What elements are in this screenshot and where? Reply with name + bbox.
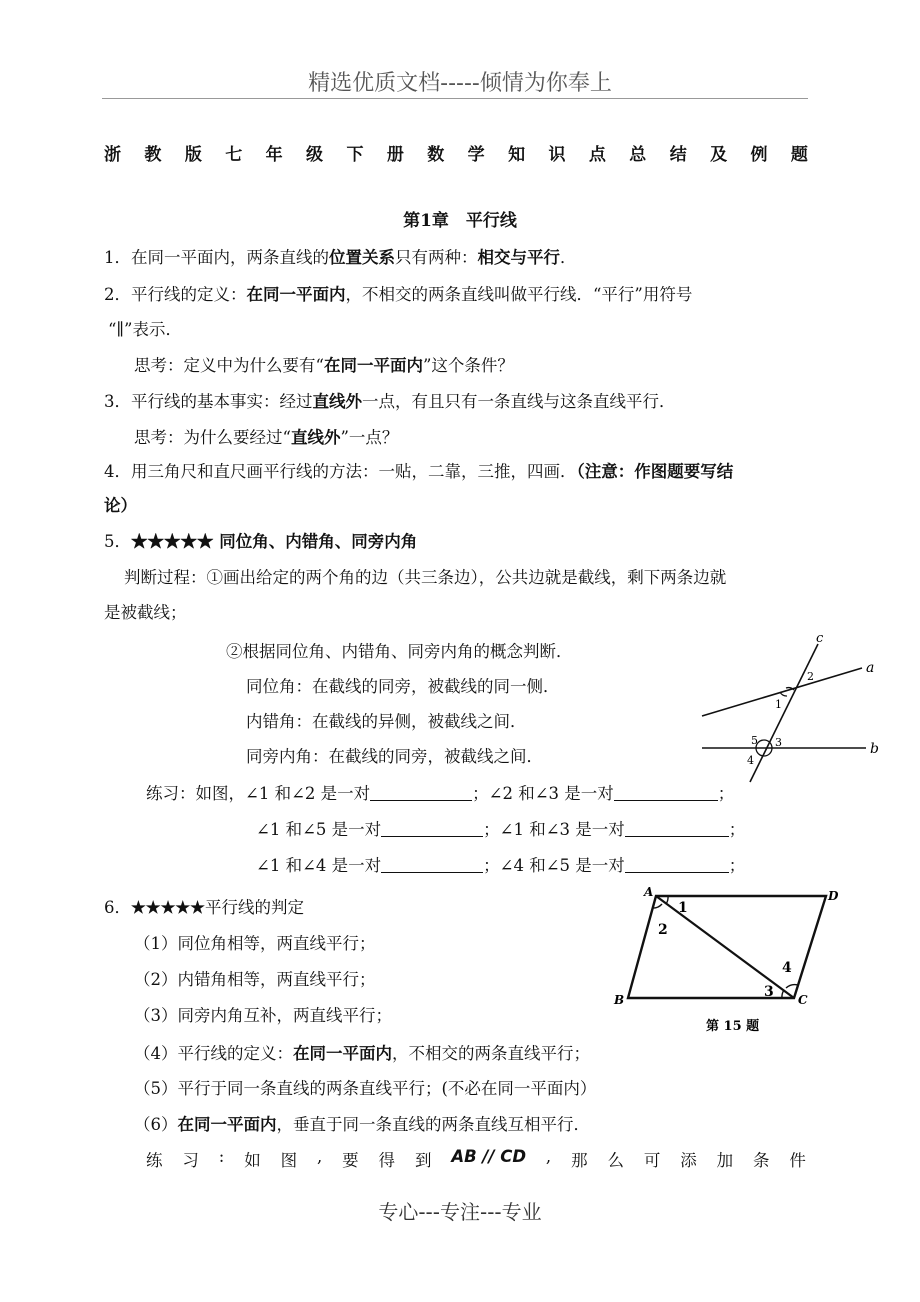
think-2-end: ”一点？	[340, 428, 399, 447]
item-5	[104, 528, 417, 552]
angle-5-label: 5	[751, 734, 758, 747]
item-6	[104, 894, 304, 918]
ex6-char: 那	[571, 1151, 588, 1170]
answer-blank[interactable]	[381, 820, 483, 838]
item-1-text-2: 只有两种：	[395, 248, 478, 267]
angle-1-label: 1	[678, 900, 688, 916]
ex6-char: 得	[378, 1151, 396, 1170]
think-2-bold: 直线外	[290, 428, 341, 447]
item-4-text: 4．用三角尺和直尺画平行线的方法：一贴，二靠，三推，四画．	[104, 462, 577, 481]
semicolon: ；	[717, 784, 735, 803]
title-char: 例	[750, 145, 768, 165]
label-b: b	[870, 741, 879, 757]
parallelogram-figure	[606, 884, 846, 1040]
criterion-1: （1）同位角相等，两直线平行；	[134, 934, 376, 953]
item-1	[104, 244, 577, 268]
item-6-heading: 平行线的判定	[204, 898, 304, 917]
angle-4-label: 4	[747, 754, 754, 767]
item-2-text: 2．平行线的定义：	[104, 285, 247, 304]
title-char: 版	[184, 145, 202, 165]
diagonal-ac	[656, 896, 794, 998]
criterion-3: （3）同旁内角互补，两直线平行；	[134, 1006, 392, 1025]
chapter-heading: 第1章 平行线	[403, 211, 517, 231]
title-char: 及	[710, 145, 728, 165]
judge-step-2: ②根据同位角、内错角、同旁内角的概念判断．	[226, 642, 573, 661]
semicolon: ；	[728, 820, 746, 839]
title-char: 浙	[104, 145, 121, 165]
item-2-continued: “∥”表示．	[108, 320, 182, 339]
think-1	[134, 352, 514, 376]
exercise-row	[256, 852, 745, 876]
exercise-right: ；∠1 和∠3 是一对	[483, 820, 625, 839]
item-4-continued: 论）	[104, 496, 137, 515]
vertex-d: D	[828, 889, 839, 903]
ex6-char: ,	[317, 1147, 323, 1166]
vertex-c: C	[798, 993, 808, 1007]
def-alternate-interior: 内错角：在截线的异侧，被截线之间．	[246, 712, 527, 731]
item-1-bold-2: 相交与平行	[477, 248, 560, 267]
item-3-bold: 直线外	[312, 392, 362, 411]
exercise-row	[146, 780, 734, 804]
criterion-4-end: ，不相交的两条直线平行；	[392, 1044, 590, 1063]
criterion-6	[134, 1111, 590, 1135]
page-footer: 专心---专注---专业	[378, 1200, 542, 1224]
criterion-4-bold: 在同一平面内	[293, 1044, 392, 1063]
title-char: 七	[225, 145, 243, 165]
exercise-left: 练习：如图，∠1 和∠2 是一对	[146, 784, 371, 803]
answer-blank[interactable]	[370, 784, 472, 802]
ex6-char: 条	[753, 1151, 770, 1170]
exercise-left: ∠1 和∠4 是一对	[256, 856, 382, 875]
ex6-char: 可	[643, 1151, 661, 1170]
angle-3-label: 3	[764, 984, 774, 1000]
ex6-char: 添	[680, 1151, 697, 1170]
title-char: 点	[588, 145, 606, 165]
angle-arc	[666, 896, 668, 904]
title-char: 总	[629, 145, 647, 165]
figure-caption: 第 15 题	[706, 1019, 760, 1034]
think-2-text: 思考：为什么要经过“	[134, 428, 291, 447]
vertex-b: B	[614, 993, 625, 1007]
title-char: 知	[508, 145, 526, 165]
item-1-end: ．	[560, 248, 577, 267]
angle-arc	[780, 692, 787, 696]
title-char: 年	[265, 145, 283, 165]
criterion-6-end: ，垂直于同一条直线的两条直线互相平行．	[276, 1115, 590, 1134]
criterion-2: （2）内错角相等，两直线平行；	[134, 970, 376, 989]
item-3-text: 3．平行线的基本事实：经过	[104, 392, 313, 411]
exercise-right: ；∠2 和∠3 是一对	[472, 784, 614, 803]
parallelogram-outline	[628, 896, 826, 998]
angle-2-label: 2	[658, 922, 668, 938]
exercise-6	[146, 1147, 806, 1171]
ex6-char: 练	[146, 1151, 163, 1170]
angle-2-label: 2	[807, 670, 814, 683]
title-char: 教	[144, 145, 162, 165]
line-c	[750, 644, 818, 782]
ex6-formula: AB // CD	[451, 1147, 527, 1166]
ex6-char: :	[218, 1147, 225, 1166]
ex6-char: 如	[244, 1151, 261, 1170]
item-3	[104, 388, 676, 412]
angle-1-label: 1	[775, 698, 782, 711]
angle-arc	[782, 990, 784, 998]
angle-3-label: 3	[775, 736, 782, 749]
title-char: 级	[306, 145, 324, 165]
item-5-number: 5．	[104, 532, 131, 551]
ex6-char: 加	[716, 1151, 734, 1170]
label-a: a	[866, 660, 875, 676]
exercise-row	[256, 816, 745, 840]
criterion-5: （5）平行于同一条直线的两条直线平行；(不必在同一平面内）	[134, 1079, 597, 1098]
item-6-number: 6．	[104, 898, 131, 917]
item-2	[104, 281, 692, 305]
think-1-bold: 在同一平面内	[323, 356, 423, 375]
def-same-side-interior: 同旁内角：在截线的同旁，被截线之间．	[246, 747, 543, 766]
semicolon: ；	[728, 856, 746, 875]
def-corresponding: 同位角：在截线的同旁，被截线的同一侧．	[246, 677, 560, 696]
judge-step-1-continued: 是被截线；	[104, 603, 187, 622]
title-char: 下	[346, 145, 364, 165]
think-1-end: ”这个条件？	[422, 356, 514, 375]
item-1-text: 1．在同一平面内，两条直线的	[104, 248, 329, 267]
item-3-end: 一点，有且只有一条直线与这条直线平行．	[362, 392, 676, 411]
item-2-bold: 在同一平面内	[246, 285, 346, 304]
vertex-a: A	[644, 885, 654, 899]
label-c: c	[816, 631, 824, 646]
line-a	[702, 668, 862, 716]
title-char: 结	[669, 145, 687, 165]
item-6-stars: ★★★★★	[131, 898, 205, 917]
ex6-char: ,	[545, 1147, 552, 1166]
criterion-6-bold: 在同一平面内	[177, 1115, 277, 1134]
judge-step-1: 判断过程：①画出给定的两个角的边（共三条边），公共边就是截线，剩下两条边就	[124, 568, 727, 587]
answer-blank[interactable]	[381, 856, 483, 874]
item-4-note: （注意：作图题要写结	[576, 462, 734, 481]
ex6-char: 件	[789, 1151, 806, 1170]
angle-4-label: 4	[782, 960, 792, 976]
item-4	[104, 458, 733, 482]
ex6-char: 习	[182, 1151, 199, 1170]
answer-blank[interactable]	[625, 820, 729, 838]
answer-blank[interactable]	[625, 856, 729, 874]
title-char: 学	[467, 145, 485, 165]
item-2-text-2: ，不相交的两条直线叫做平行线．“平行”用符号	[345, 285, 693, 304]
title-char: 册	[386, 145, 404, 165]
transversal-figure	[690, 630, 890, 790]
title-char: 识	[548, 145, 566, 165]
document-title	[104, 140, 808, 165]
ex6-char: 要	[342, 1151, 359, 1170]
exercise-left: ∠1 和∠5 是一对	[256, 820, 382, 839]
page-header: 精选优质文档-----倾情为你奉上	[308, 71, 612, 96]
header-rule	[102, 98, 808, 99]
think-2	[134, 424, 398, 448]
think-1-text: 思考：定义中为什么要有“	[134, 356, 324, 375]
criterion-4	[134, 1040, 590, 1064]
criterion-6-number: （6）	[134, 1115, 178, 1134]
ex6-char: 图	[280, 1151, 298, 1170]
exercise-right: ；∠4 和∠5 是一对	[483, 856, 625, 875]
criterion-4-text: （4）平行线的定义：	[134, 1044, 293, 1063]
item-5-heading: ★★★★★ 同位角、内错角、同旁内角	[131, 532, 418, 551]
ex6-char: 到	[414, 1151, 432, 1170]
title-char: 题	[790, 145, 808, 165]
title-char: 数	[427, 145, 445, 165]
item-1-bold: 位置关系	[329, 248, 395, 267]
ex6-char: 么	[607, 1151, 624, 1170]
